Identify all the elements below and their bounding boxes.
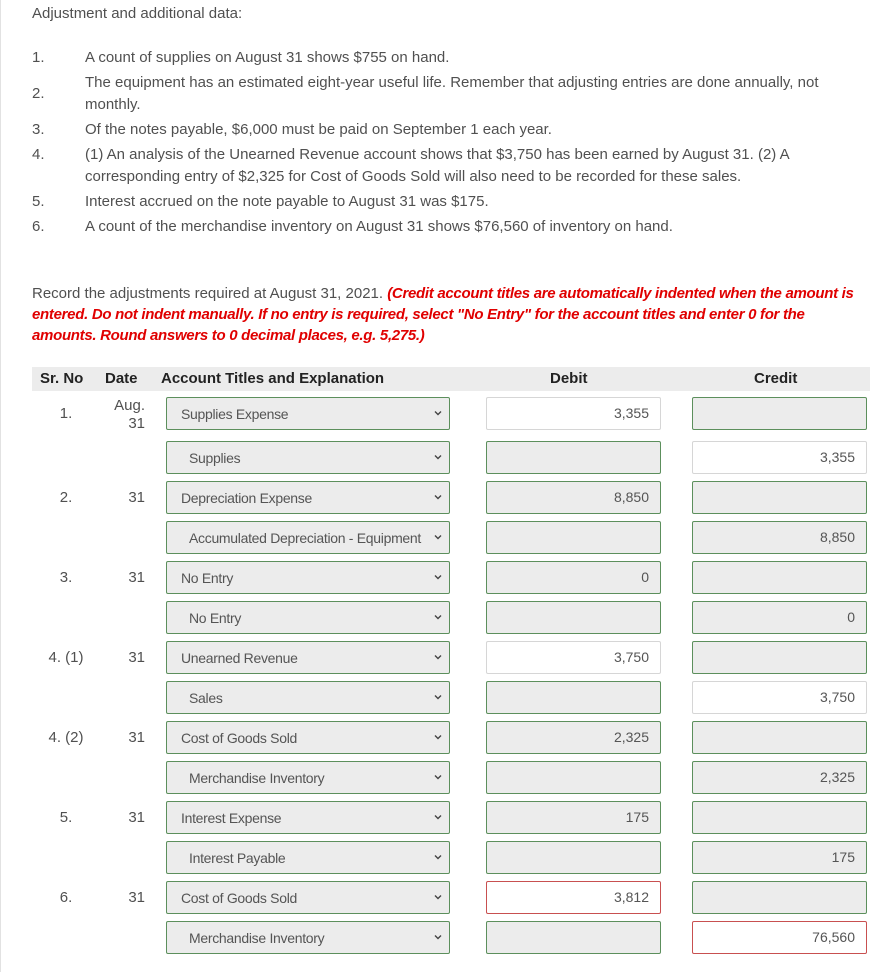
chevron-down-icon: [433, 532, 443, 542]
row-date: 31: [128, 649, 145, 666]
account-select[interactable]: [166, 441, 450, 474]
chevron-down-icon: [433, 452, 443, 462]
account-select[interactable]: [166, 521, 450, 554]
debit-input[interactable]: 3,750: [486, 641, 661, 674]
account-select[interactable]: [166, 721, 450, 754]
row-date: [101, 397, 145, 433]
account-value: Interest Payable: [189, 849, 286, 866]
credit-input[interactable]: 76,560: [692, 921, 867, 954]
credit-input[interactable]: 3,355: [692, 441, 867, 474]
account-select[interactable]: [166, 601, 450, 634]
debit-input[interactable]: [486, 521, 661, 554]
item-number: 2.: [32, 85, 45, 102]
journal-row: [1, 841, 870, 875]
credit-input[interactable]: [692, 481, 867, 514]
journal-row: [1, 521, 870, 555]
account-value: No Entry: [189, 609, 242, 626]
debit-input[interactable]: [486, 441, 661, 474]
account-select[interactable]: [166, 841, 450, 874]
chevron-down-icon: [433, 772, 443, 782]
date-month: Aug.: [114, 397, 145, 414]
chevron-down-icon: [433, 612, 443, 622]
item-text: Interest accrued on the note payable to August 31 was $175.: [85, 193, 489, 210]
credit-input[interactable]: 8,850: [692, 521, 867, 554]
row-date: 31: [128, 569, 145, 586]
journal-row: [1, 761, 870, 795]
debit-input[interactable]: 2,325: [486, 721, 661, 754]
debit-input[interactable]: [486, 681, 661, 714]
chevron-down-icon: [433, 852, 443, 862]
credit-input[interactable]: 175: [692, 841, 867, 874]
credit-input[interactable]: [692, 397, 867, 430]
chevron-down-icon: [433, 652, 443, 662]
row-srno: 6.: [59, 889, 73, 906]
adjustment-item: [32, 47, 862, 69]
header-date: Date: [105, 370, 138, 387]
adjustment-list: [32, 47, 862, 238]
header-account: Account Titles and Explanation: [161, 370, 385, 387]
adjustment-item: [32, 119, 862, 141]
row-date: 31: [128, 489, 145, 506]
header-debit: Debit: [550, 370, 588, 387]
debit-input[interactable]: [486, 761, 661, 794]
account-select[interactable]: [166, 641, 450, 674]
account-value: Unearned Revenue: [181, 649, 298, 666]
debit-input[interactable]: 8,850: [486, 481, 661, 514]
account-value: No Entry: [181, 569, 234, 586]
row-srno: 3.: [59, 569, 73, 586]
row-srno: 1.: [59, 405, 73, 422]
account-select[interactable]: [166, 681, 450, 714]
credit-input[interactable]: 3,750: [692, 681, 867, 714]
item-text: (1) An analysis of the Unearned Revenue account shows that $3,750 has been earned by August 31. (2) A corresponding entry of $2,325 for Cost of Goods Sold will also need to be recorded for these sales.: [85, 146, 789, 185]
journal-row: [1, 397, 870, 431]
account-value: Merchandise Inventory: [189, 929, 325, 946]
account-value: Depreciation Expense: [181, 489, 312, 506]
chevron-down-icon: [433, 932, 443, 942]
debit-input[interactable]: 175: [486, 801, 661, 834]
debit-input[interactable]: [486, 921, 661, 954]
row-date: 31: [128, 729, 145, 746]
credit-input[interactable]: [692, 721, 867, 754]
account-value: Supplies: [189, 449, 241, 466]
chevron-down-icon: [433, 812, 443, 822]
row-date: 31: [128, 809, 145, 826]
credit-input[interactable]: [692, 561, 867, 594]
journal-row: [1, 641, 870, 675]
account-select[interactable]: [166, 481, 450, 514]
account-select[interactable]: [166, 801, 450, 834]
credit-input[interactable]: [692, 801, 867, 834]
journal-row: [1, 681, 870, 715]
row-srno: 2.: [59, 489, 73, 506]
item-number: 3.: [32, 121, 45, 138]
instructions: [32, 283, 870, 346]
journal-row: [1, 601, 870, 635]
chevron-down-icon: [433, 732, 443, 742]
journal-row: [1, 721, 870, 755]
item-number: 5.: [32, 193, 45, 210]
instructions-text: Record the adjustments required at August 31, 2021.: [32, 285, 388, 302]
account-value: Interest Expense: [181, 809, 282, 826]
intro-title: Adjustment and additional data:: [32, 5, 243, 22]
item-text: The equipment has an estimated eight-year useful life. Remember that adjusting entries are done annually, not monthly.: [85, 74, 819, 113]
item-text: A count of supplies on August 31 shows $755 on hand.: [85, 49, 450, 66]
chevron-down-icon: [433, 492, 443, 502]
header-srno: Sr. No: [40, 370, 84, 387]
journal-table-header: [32, 367, 870, 391]
item-number: 6.: [32, 218, 45, 235]
adjustment-item: [32, 144, 862, 188]
account-value: Supplies Expense: [181, 405, 289, 422]
debit-input[interactable]: [486, 601, 661, 634]
debit-input[interactable]: 0: [486, 561, 661, 594]
chevron-down-icon: [433, 692, 443, 702]
adjustment-item: [32, 216, 862, 238]
journal-row: [1, 441, 870, 475]
credit-input[interactable]: [692, 641, 867, 674]
journal-row: [1, 801, 870, 835]
debit-input[interactable]: 3,355: [486, 397, 661, 430]
item-text: A count of the merchandise inventory on August 31 shows $76,560 of inventory on hand.: [85, 218, 673, 235]
account-select[interactable]: [166, 397, 450, 430]
chevron-down-icon: [433, 572, 443, 582]
adjustment-item: [32, 191, 862, 213]
account-select[interactable]: [166, 881, 450, 914]
account-value: Cost of Goods Sold: [181, 729, 297, 746]
credit-input[interactable]: 2,325: [692, 761, 867, 794]
account-value: Cost of Goods Sold: [181, 889, 297, 906]
row-srno: 5.: [59, 809, 73, 826]
journal-row: [1, 481, 870, 515]
journal-row: [1, 921, 870, 955]
adjustment-item: [32, 72, 862, 116]
credit-input[interactable]: [692, 881, 867, 914]
item-text: Of the notes payable, $6,000 must be paid on September 1 each year.: [85, 121, 552, 138]
row-srno: 4. (2): [48, 729, 84, 746]
chevron-down-icon: [433, 892, 443, 902]
account-select[interactable]: [166, 561, 450, 594]
item-number: 1.: [32, 49, 45, 66]
debit-input[interactable]: 3,812: [486, 881, 661, 914]
account-value: Sales: [189, 689, 223, 706]
credit-input[interactable]: 0: [692, 601, 867, 634]
account-select[interactable]: [166, 761, 450, 794]
journal-row: [1, 881, 870, 915]
item-number: 4.: [32, 146, 45, 163]
journal-row: [1, 561, 870, 595]
instructions-note: (Credit account titles are automatically indented when the amount is entered. Do not indent manually. If no entry is required, select "No Entry" for the account titles and enter 0 for the amounts. Round answers to 0 decimal places, e.g. 5,275.): [32, 285, 854, 344]
debit-input[interactable]: [486, 841, 661, 874]
account-value: Accumulated Depreciation - Equipment: [189, 529, 421, 546]
account-select[interactable]: [166, 921, 450, 954]
header-credit: Credit: [754, 370, 798, 387]
chevron-down-icon: [433, 408, 443, 418]
account-value: Merchandise Inventory: [189, 769, 325, 786]
row-srno: 4. (1): [48, 649, 84, 666]
date-day: 31: [128, 415, 145, 432]
row-date: 31: [128, 889, 145, 906]
